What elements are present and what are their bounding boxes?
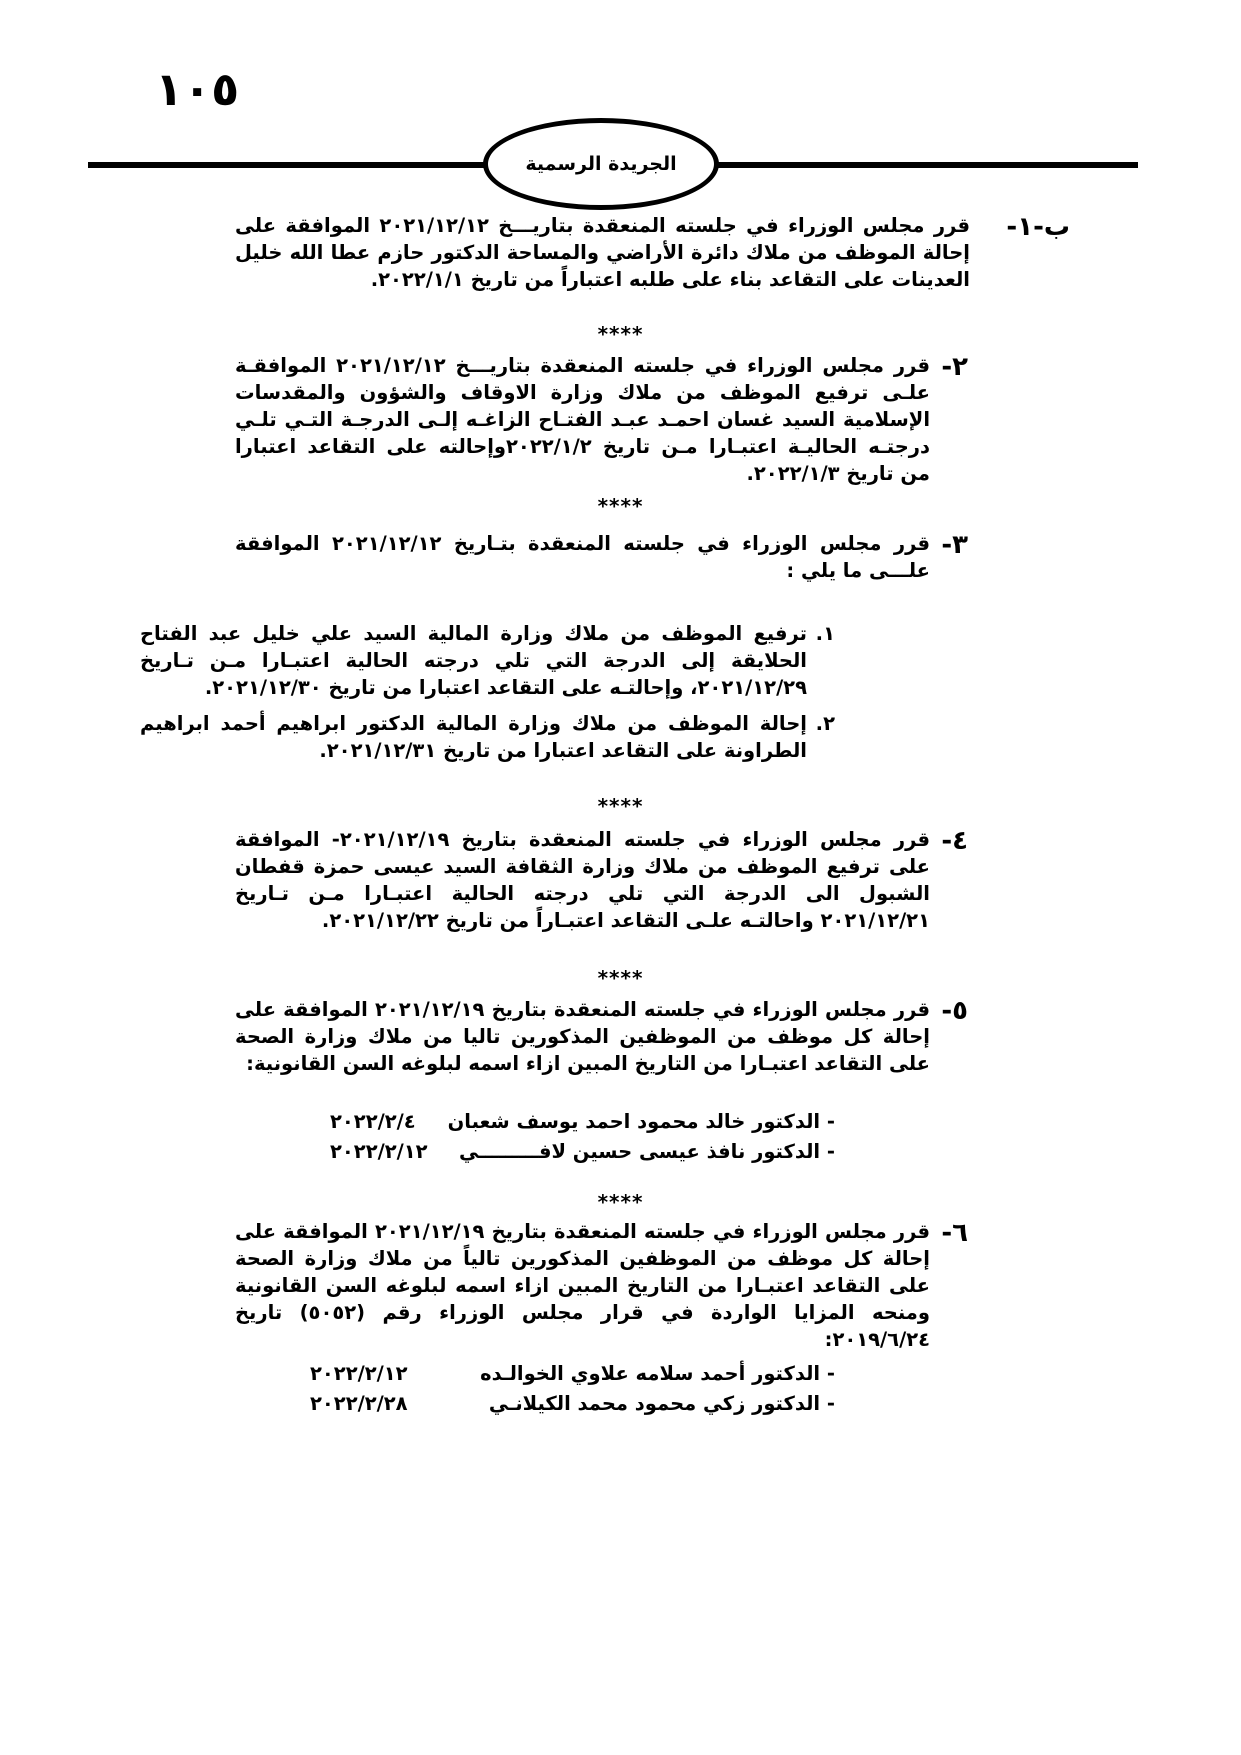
item-number: ٦- [941, 1218, 968, 1248]
item-text: قرر مجلس الوزراء في جلسته المنعقدة بتاريـــخ ٢٠٢١/١٢/١٢ الموافقة على إحالة الموظف من ملاك دائرة الأراضي والمساحة الدكتور حازم عطا الله خليل العدينات على التقاعد بناء على طلبه اعتباراً من تاريخ ٢٠٢٢/١/١. [235, 214, 970, 291]
retiree-row [330, 1110, 835, 1140]
retiree-row [310, 1362, 835, 1392]
subitem-number: ٢. [815, 712, 835, 735]
retirement-date: ٢٠٢٢/٢/٢٨ [310, 1392, 408, 1415]
separator: **** [597, 494, 644, 518]
subitem-text: ترفيع الموظف من ملاك وزارة المالية السيد علي خليل عبد الفتاح الحلايقة إلى الدرجة التي تلي درجته الحالية اعتبـارا مـن تـاريخ ٢٠٢١/١٢/٢٩، وإحالتـه على التقاعد اعتبارا من تاريخ ٢٠٢١/١٢/٣٠. [140, 622, 807, 699]
separator: **** [597, 322, 644, 346]
item-text: قرر مجلس الوزراء في جلسته المنعقدة بتاريخ ٢٠٢١/١٢/١٩- الموافقة على ترفيع الموظف من ملاك وزارة الثقافة السيد عيسى حمزة قفطان الشبول الى الدرجة التي تلي درجته الحالية اعتبـارا مـن تـاريخ ٢٠٢١/١٢/٢١ واحالتـه علـى التقاعد اعتبـاراً من تاريخ ٢٠٢١/١٢/٢٢. [235, 828, 930, 932]
decision-item-1 [140, 212, 1070, 312]
retiree-row [330, 1140, 835, 1170]
retirement-date: ٢٠٢٢/٢/١٢ [310, 1362, 408, 1385]
decision-item-4 [140, 826, 1070, 946]
retiree-name: - الدكتور أحمد سلامه علاوي الخوالـده [480, 1362, 835, 1385]
decision-item-3 [140, 530, 1070, 590]
decision-item-6 [140, 1218, 1070, 1351]
item-number: ٤- [941, 826, 968, 856]
item-number: ب-١- [1006, 212, 1070, 242]
subitem-2 [140, 710, 835, 770]
page-number: ١٠٥ [155, 62, 240, 116]
subitem-text: إحالة الموظف من ملاك وزارة المالية الدكتور ابراهيم أحمد ابراهيم الطراونة على التقاعد اعتبارا من تاريخ ٢٠٢١/١٢/٣١. [140, 712, 807, 762]
decision-item-2 [140, 352, 1070, 485]
separator: **** [597, 794, 644, 818]
item-text: قرر مجلس الوزراء في جلسته المنعقدة بتاريخ ٢٠٢١/١٢/١٩ الموافقة على إحالة كل موظف من الموظفين المذكورين تاليا من ملاك وزارة الصحة على التقاعد اعتبـارا من التاريخ المبين ازاء اسمه لبلوغه السن القانونية: [235, 998, 930, 1075]
separator: **** [597, 1190, 644, 1214]
retiree-name: - الدكتور نافذ عيسى حسين لافـــــــــي [459, 1140, 835, 1163]
separator: **** [597, 966, 644, 990]
item-number: ٢- [941, 352, 968, 382]
gazette-title: الجريدة الرسمية [525, 153, 677, 175]
item-number: ٥- [941, 996, 968, 1026]
retiree-name: - الدكتور خالد محمود احمد يوسف شعبان [447, 1110, 835, 1133]
item-text: قرر مجلس الوزراء في جلسته المنعقدة بتاريـــخ ٢٠٢١/١٢/١٢ الموافقـة علـى ترفيع الموظف من ملاك وزارة الاوقاف والشؤون والمقدسات الإسلامية السيد غسان احمـد عبـد الفتـاح الزاغـه إلـى الدرجـة التـي تلـي درجتـه الحاليـة اعتبـارا مـن تاريخ ٢٠٢٢/١/٢وإحالته على التقاعد اعتبارا من تاريخ ٢٠٢٢/١/٣. [235, 354, 930, 485]
retirement-date: ٢٠٢٢/٢/١٢ [330, 1140, 428, 1163]
subitem-1 [140, 620, 835, 705]
retiree-name: - الدكتور زكي محمود محمد الكيلانـي [488, 1392, 835, 1415]
item-text: قرر مجلس الوزراء في جلسته المنعقدة بتـاريخ ٢٠٢١/١٢/١٢ الموافقة علـــى ما يلي : [235, 532, 930, 582]
item-number: ٣- [941, 530, 968, 560]
retirement-date: ٢٠٢٢/٢/٤ [330, 1110, 416, 1133]
item-text: قرر مجلس الوزراء في جلسته المنعقدة بتاريخ ٢٠٢١/١٢/١٩ الموافقة على إحالة كل موظف من الموظفين المذكورين تالياً من ملاك وزارة الصحة على التقاعد اعتبـارا من التاريخ المبين ازاء اسمه لبلوغه السن القانونية ومنحه المزايا الواردة في قرار مجلس الوزراء رقم (٥٠٥٢) تاريخ ٢٠١٩/٦/٢٤: [235, 1220, 930, 1351]
subitem-number: ١. [815, 622, 835, 645]
retiree-row [310, 1392, 835, 1422]
gazette-title-oval [483, 118, 719, 210]
decision-item-5 [140, 996, 1070, 1091]
